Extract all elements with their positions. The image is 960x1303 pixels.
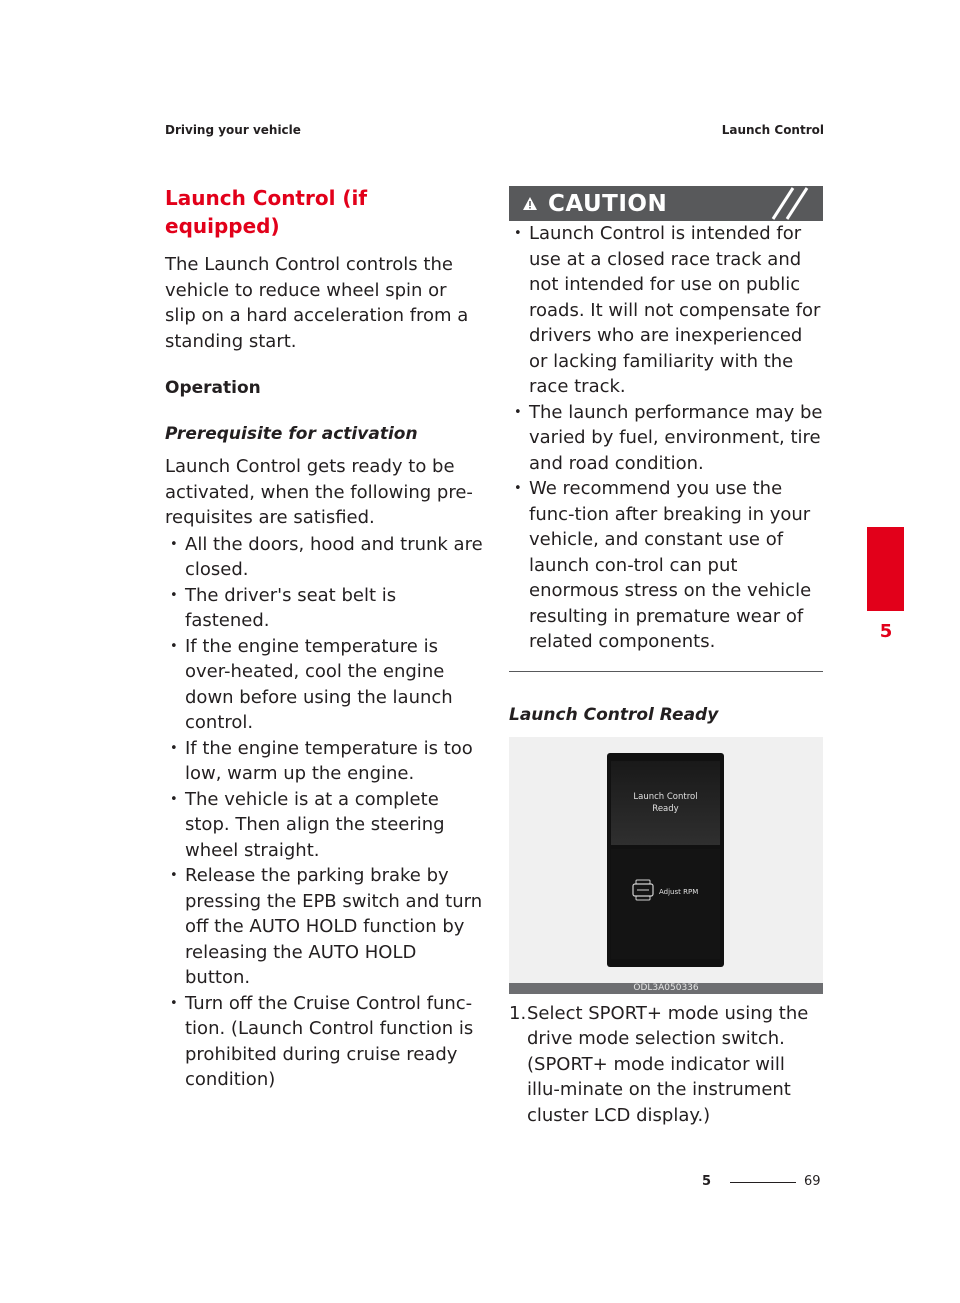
cluster-display-figure — [509, 737, 823, 994]
chapter-side-number: 5 — [879, 621, 893, 642]
caution-divider — [509, 671, 823, 672]
footer-divider — [730, 1182, 796, 1183]
running-header-topic: Launch Control — [721, 123, 824, 137]
screen-status-panel — [611, 761, 720, 845]
chapter-side-tab — [867, 527, 904, 611]
list-item: • Release the parking brake by pressing the EPB switch and turn off the AUTO HOLD function by releasing the AUTO HOLD button. — [165, 863, 483, 991]
caution-banner — [509, 186, 823, 221]
footer-chapter-number: 5 — [702, 1174, 712, 1189]
adjust-rpm-label: Adjust RPM — [659, 887, 699, 896]
list-item: • The driver's seat belt is fastened. — [165, 583, 483, 634]
right-column — [509, 186, 823, 1128]
section-title: Launch Control (if equipped) — [165, 186, 368, 238]
prerequisite-intro: Launch Control gets ready to be activated, when the following pre-requisites are satisfied. — [165, 456, 473, 528]
launch-control-ready-heading: Launch Control Ready — [509, 704, 719, 725]
prerequisite-heading: Prerequisite for activation — [165, 424, 418, 444]
left-column — [165, 184, 483, 1093]
adjust-rpm-icon — [632, 879, 654, 901]
prerequisite-list — [165, 532, 483, 1093]
steps-list — [509, 1001, 823, 1129]
list-item: • Launch Control is intended for use at a closed race track and not intended for use on public roads. It will not compensate for drivers who are inexperienced or lacking familiarity with the race track. — [509, 221, 823, 400]
intro-paragraph: The Launch Control controls the vehicle to reduce wheel spin or slip on a hard acceleration from a standing start. — [165, 254, 469, 352]
list-item: • If the engine temperature is too low, warm up the engine. — [165, 736, 483, 787]
figure-code: ODL3A050336 — [509, 983, 823, 994]
operation-heading: Operation — [165, 378, 261, 398]
step-text: Select SPORT+ mode using the drive mode selection switch. (SPORT+ mode indicator will illu-minate on the instrument cluster LCD display.) — [527, 1002, 809, 1126]
list-item: • The vehicle is at a complete stop. Then align the steering wheel straight. — [165, 787, 483, 864]
step-number: 1. — [509, 1002, 527, 1024]
caution-list — [509, 221, 823, 655]
list-item: • All the doors, hood and trunk are closed. — [165, 532, 483, 583]
list-item: • If the engine temperature is over-heated, cool the engine down before using the launch control. — [165, 634, 483, 736]
running-header-section: Driving your vehicle — [165, 123, 301, 137]
caution-slash-decoration — [763, 186, 823, 221]
screen-ready-text: Launch Control Ready — [633, 791, 698, 814]
list-item: • Turn off the Cruise Control func-tion. (Launch Control function is prohibited during cruise ready condition) — [165, 991, 483, 1093]
caution-title: CAUTION — [548, 190, 668, 217]
list-item: • The launch performance may be varied by fuel, environment, tire and road condition. — [509, 400, 823, 477]
step-item — [509, 1001, 823, 1129]
cluster-screen — [607, 753, 724, 967]
warning-triangle-icon — [522, 196, 538, 211]
footer-page-number: 69 — [804, 1174, 821, 1189]
list-item: • We recommend you use the func-tion after breaking in your vehicle, and constant use of launch con-trol can put enormous stress on the vehicle resulting in premature wear of related components. — [509, 476, 823, 655]
screen-adjust-panel — [611, 849, 720, 959]
